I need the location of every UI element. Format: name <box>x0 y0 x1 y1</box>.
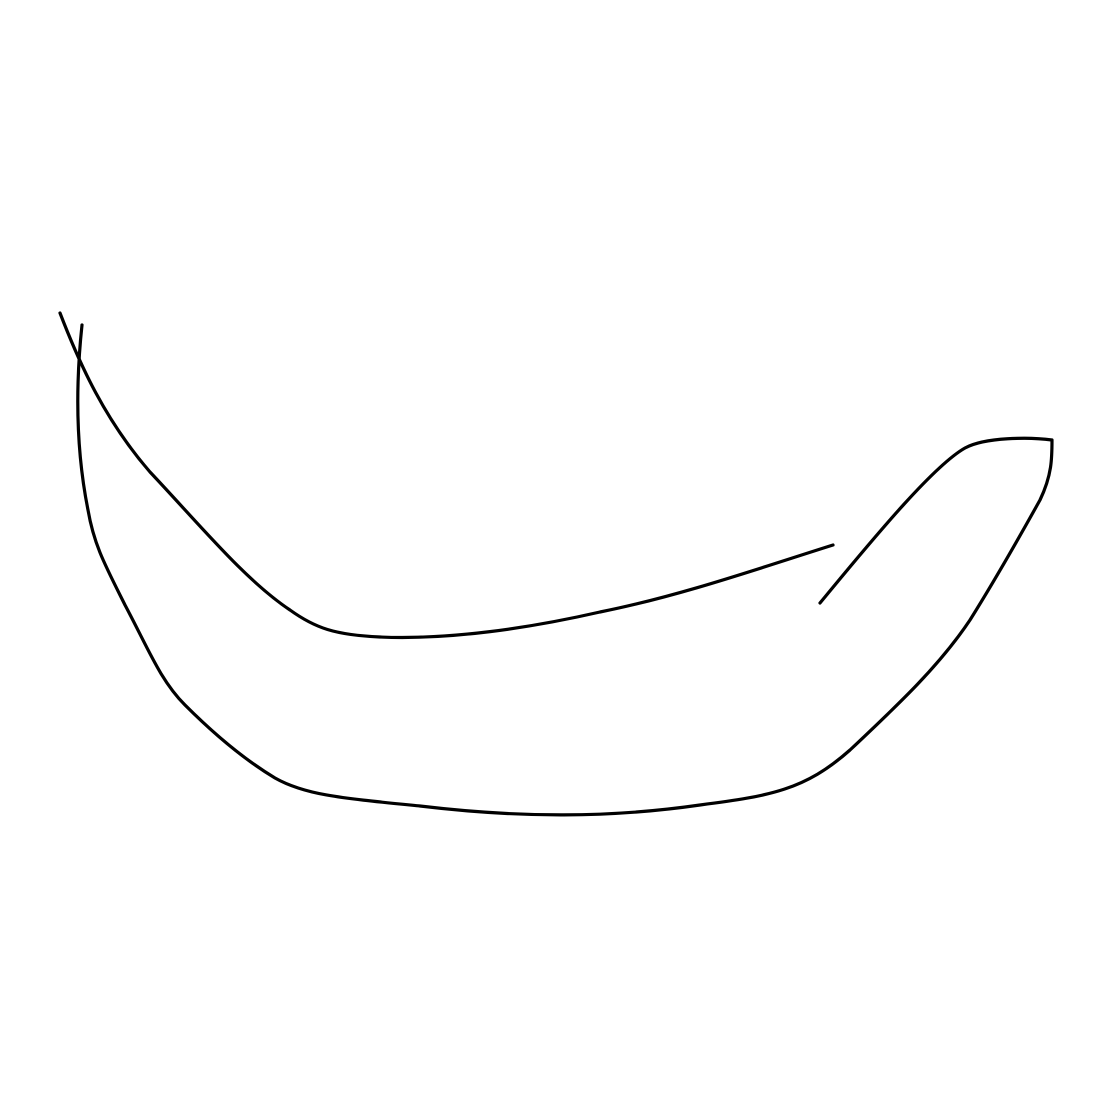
banana-upper-curve-stroke <box>60 313 833 637</box>
banana-outer-body-stroke <box>78 325 1052 815</box>
